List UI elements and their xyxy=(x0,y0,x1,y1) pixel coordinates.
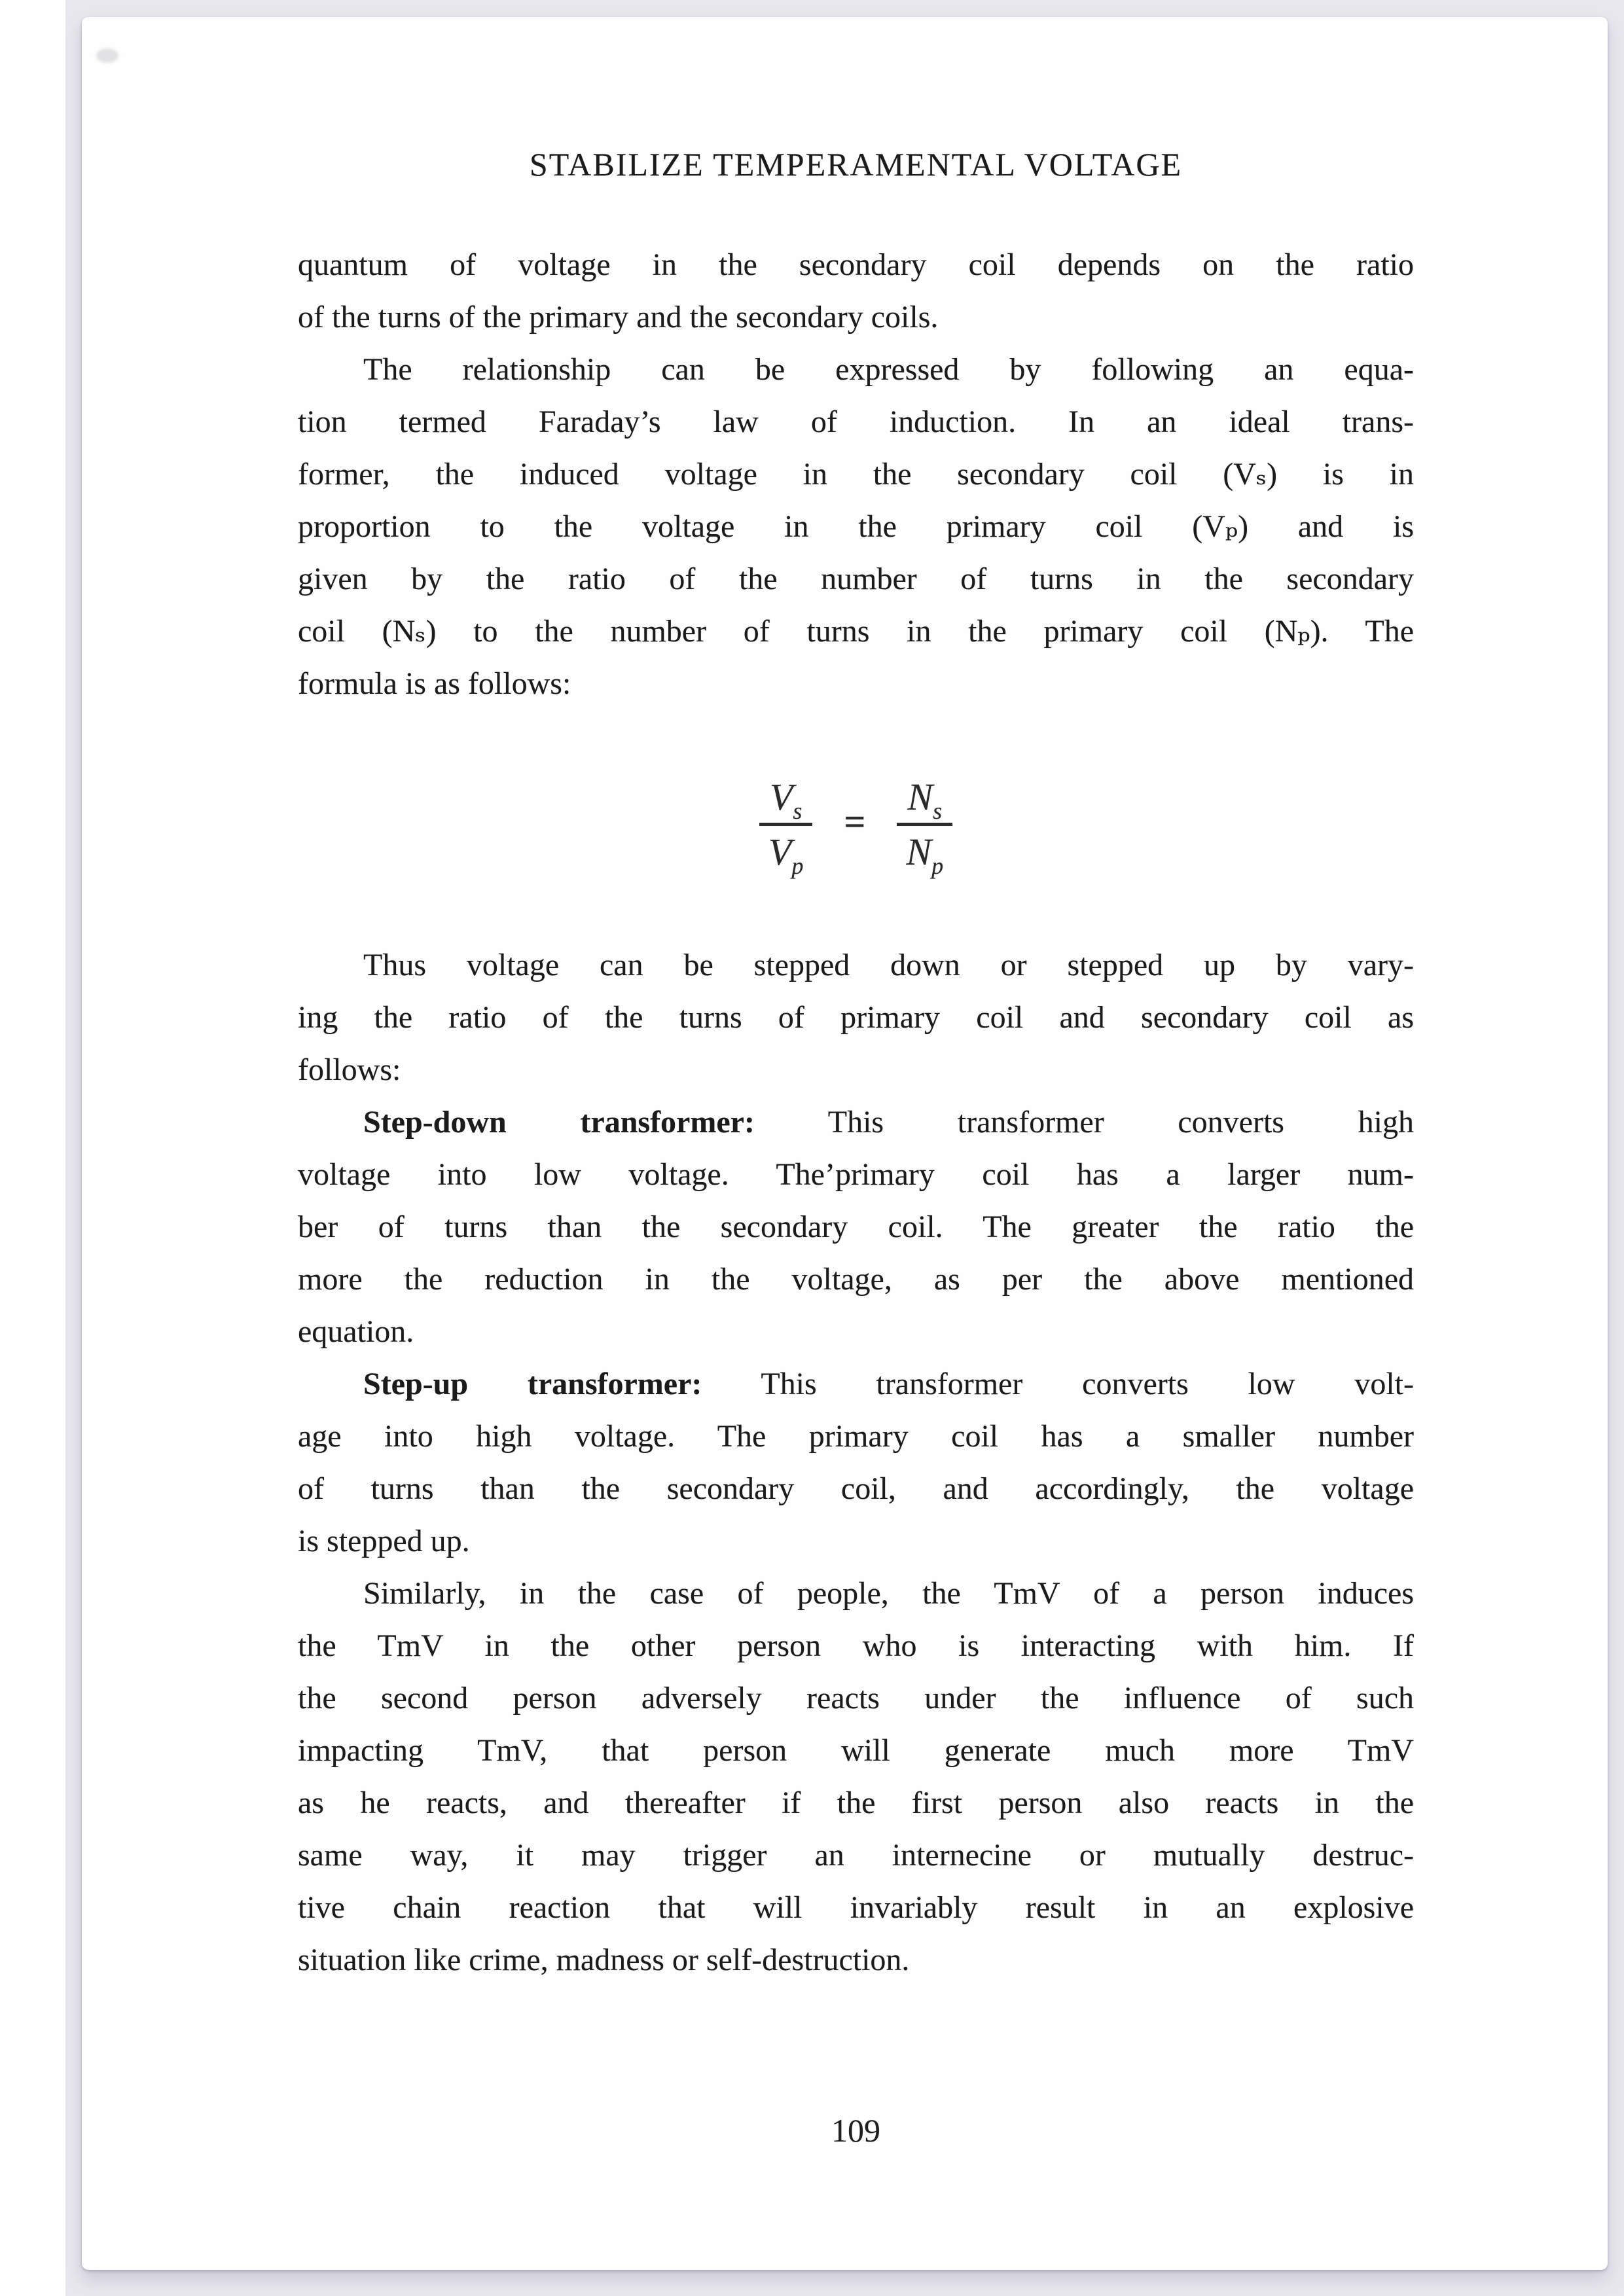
text-line: ber of turns than the secondary coil. The greater the ratio the xyxy=(298,1210,1414,1244)
text-line: same way, it may trigger an internecine or mutually destruc- xyxy=(298,1838,1414,1873)
text-line: Thus voltage can be stepped down or stepped up by vary- xyxy=(363,948,1414,982)
scan-artifact xyxy=(96,48,118,63)
paragraph xyxy=(298,239,1414,344)
text-line: tion termed Faraday’s law of induction. In an ideal trans- xyxy=(298,404,1414,439)
text-line: The relationship can be expressed by following an equa- xyxy=(363,352,1414,387)
text-line: voltage into low voltage. The’primary coil has a larger num- xyxy=(298,1157,1414,1192)
text-line: of turns than the secondary coil, and accordingly, the voltage xyxy=(298,1471,1414,1506)
text-line: tive chain reaction that will invariably result in an explosive xyxy=(298,1890,1414,1925)
app-background xyxy=(65,0,1624,2296)
text-line: Similarly, in the case of people, the TmV of a person induces xyxy=(363,1576,1414,1611)
page-number: 109 xyxy=(831,2112,880,2149)
text-line: proportion to the voltage in the primary coil (Vₚ) and is xyxy=(298,509,1414,544)
text-line: situation like crime, madness or self-destruction. xyxy=(298,1943,910,1977)
text-line: more the reduction in the voltage, as per the above mentioned xyxy=(298,1262,1414,1297)
body-text xyxy=(298,239,1414,1986)
bold-lead: Step-up transformer: xyxy=(363,1367,702,1401)
paragraph xyxy=(298,939,1414,1096)
text-line: age into high voltage. The primary coil has a smaller number xyxy=(298,1419,1414,1454)
text-line: formula is as follows: xyxy=(298,666,571,701)
paragraph xyxy=(298,1096,1414,1358)
book-page xyxy=(82,17,1608,2270)
text-line: given by the ratio of the number of turns in the secondary xyxy=(298,562,1414,596)
fraction-ns-np-den: $N_p$ xyxy=(897,823,952,872)
fraction-vs-vp-den: $V_p$ xyxy=(759,823,812,872)
text-line: of the turns of the primary and the secondary coils. xyxy=(298,300,939,334)
text-line: coil (Nₛ) to the number of turns in the primary coil (Nₚ). The xyxy=(298,614,1414,649)
text-line: quantum of voltage in the secondary coil depends on the ratio xyxy=(298,247,1414,282)
text-line: the second person adversely reacts under the influence of such xyxy=(298,1681,1414,1715)
text-line: the TmV in the other person who is interacting with him. If xyxy=(298,1628,1414,1663)
fraction-ns-np-num: $N_s$ xyxy=(907,775,943,824)
bold-lead: Step-down transformer: xyxy=(363,1105,755,1139)
text-line: ing the ratio of the turns of primary coil and secondary coil as xyxy=(298,1000,1414,1035)
text-line: former, the induced voltage in the secondary coil (Vₛ) is in xyxy=(298,457,1414,492)
paragraph xyxy=(298,344,1414,710)
fraction-ns-np xyxy=(897,775,952,879)
text-line: Step-up transformer: This transformer converts low volt- xyxy=(363,1367,1414,1401)
transformer-formula xyxy=(298,710,1414,939)
paragraph xyxy=(298,1358,1414,1568)
text-line: Step-down transformer: This transformer converts high xyxy=(363,1105,1414,1139)
text-line: as he reacts, and thereafter if the first person also reacts in the xyxy=(298,1785,1414,1820)
text-line: equation. xyxy=(298,1314,414,1349)
equals-sign: = xyxy=(844,800,866,843)
paragraph xyxy=(298,1568,1414,1986)
running-header: STABILIZE TEMPERAMENTAL VOLTAGE xyxy=(529,146,1183,183)
text-line: follows: xyxy=(298,1052,401,1087)
fraction-vs-vp xyxy=(759,775,812,879)
text-line: impacting TmV, that person will generate much more TmV xyxy=(298,1733,1414,1768)
text-line: is stepped up. xyxy=(298,1524,470,1558)
fraction-vs-vp-num: $V_s$ xyxy=(769,775,803,824)
